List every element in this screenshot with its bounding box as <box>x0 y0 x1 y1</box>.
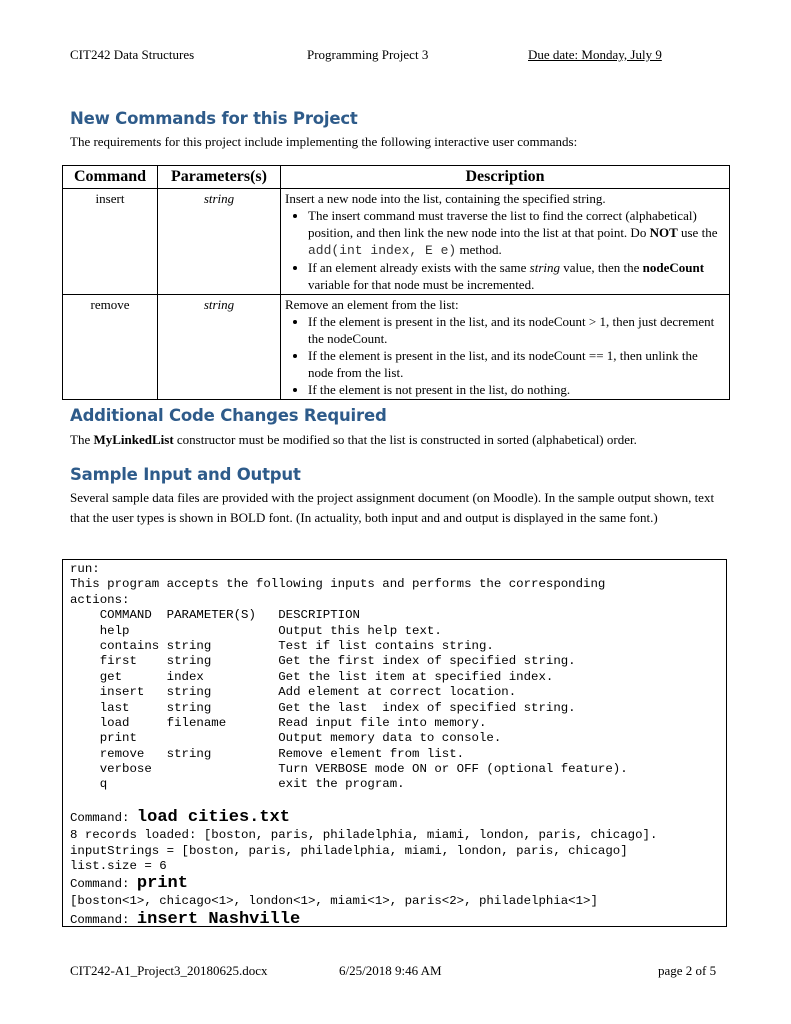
header-project: Programming Project 3 <box>307 47 429 62</box>
section-title-sample-io: Sample Input and Output <box>70 465 301 484</box>
sample-io-text: Several sample data files are provided with the project assignment document (on Moodle). In the sample output shown, text that the user types is shown in BOLD font. (In actuality, both input and and output is displayed in the same font.) <box>70 490 715 525</box>
console-line: contains string Test if list contains string. <box>70 638 494 653</box>
command-remove: remove <box>63 295 158 400</box>
code-changes-text: The MyLinkedList constructor must be modified so that the list is constructed in sorted (alphabetical) order. <box>70 432 637 447</box>
header-course: CIT242 Data Structures <box>70 47 195 62</box>
console-line: last string Get the last index of specified string. <box>70 700 576 715</box>
param-insert: string <box>158 189 281 295</box>
table-row <box>63 189 730 295</box>
console-line: COMMAND PARAMETER(S) DESCRIPTION <box>70 608 360 623</box>
console-line: actions: <box>70 592 130 607</box>
print-output: [boston<1>, chicago<1>, london<1>, miami<1>, paris<2>, philadelphia<1>] <box>70 894 598 909</box>
console-line: print Output memory data to console. <box>70 731 502 746</box>
sample-output-box <box>62 559 727 927</box>
footer-date: 6/25/2018 9:46 AM <box>339 963 442 978</box>
description-remove <box>281 295 730 400</box>
command-line: Command: insert Nashville <box>70 909 301 927</box>
console-line: This program accepts the following inputs and performs the corresponding <box>70 577 606 592</box>
list-item: • The insert command must traverse the list to find the correct (alphabetical) position, and then link the new node into the list at that point. Do NOT use the add(int index, E e) method. <box>308 207 725 259</box>
console-line: q exit the program. <box>70 777 405 792</box>
footer-filename: CIT242-A1_Project3_20180625.docx <box>70 963 268 978</box>
list-item: • If an element already exists with the same string value, then the nodeCount variable for that node must be incremented. <box>308 259 725 293</box>
table-row <box>63 295 730 400</box>
console-line: load filename Read input file into memory. <box>70 715 487 730</box>
insert-bullets <box>285 207 725 293</box>
console-line: 8 records loaded: [boston, paris, philadelphia, miami, london, paris, chicago]. <box>70 828 658 843</box>
list-item: • If the element is present in the list, and its nodeCount == 1, then unlink the node from the list. <box>308 347 725 381</box>
console-line: get index Get the list item at specified index. <box>70 669 554 684</box>
console-line: run: <box>70 562 100 576</box>
remove-bullets <box>285 313 725 398</box>
description-insert <box>281 189 730 295</box>
command-line: Command: load cities.txt <box>70 808 290 828</box>
header-due-date: Due date: Monday, July 9 <box>528 47 662 62</box>
table-header-row <box>63 166 730 189</box>
insert-desc: Insert a new node into the list, containing the specified string. <box>285 191 606 206</box>
console-line: first string Get the first index of specified string. <box>70 654 576 669</box>
list-item: • If the element is present in the list, and its nodeCount > 1, then just decrement the nodeCount. <box>308 313 725 347</box>
command-line: Command: print <box>70 874 188 894</box>
header-parameters: Parameters(s) <box>158 166 281 189</box>
footer-page-number: page 2 of 5 <box>658 963 717 978</box>
console-line: remove string Remove element from list. <box>70 746 465 761</box>
header-description: Description <box>281 166 730 189</box>
console-line: help Output this help text. <box>70 623 442 638</box>
console-line: verbose Turn VERBOSE mode ON or OFF (optional feature). <box>70 762 628 777</box>
console-line: insert string Add element at correct location. <box>70 685 517 700</box>
section-title-code-changes: Additional Code Changes Required <box>70 406 387 425</box>
commands-table <box>62 165 730 400</box>
sample-output-lines <box>70 828 719 874</box>
section-intro: The requirements for this project include implementing the following interactive user commands: <box>70 134 578 149</box>
sample-intro-lines <box>70 562 719 793</box>
command-insert: insert <box>63 189 158 295</box>
list-item: • If the element is not present in the list, do nothing. <box>308 381 725 398</box>
console-line: inputStrings = [boston, paris, philadelphia, miami, london, paris, chicago] <box>70 843 628 858</box>
param-remove: string <box>158 295 281 400</box>
section-title-new-commands: New Commands for this Project <box>70 109 358 128</box>
console-line: list.size = 6 <box>70 859 167 874</box>
remove-desc: Remove an element from the list: <box>285 297 459 312</box>
header-command: Command <box>63 166 158 189</box>
